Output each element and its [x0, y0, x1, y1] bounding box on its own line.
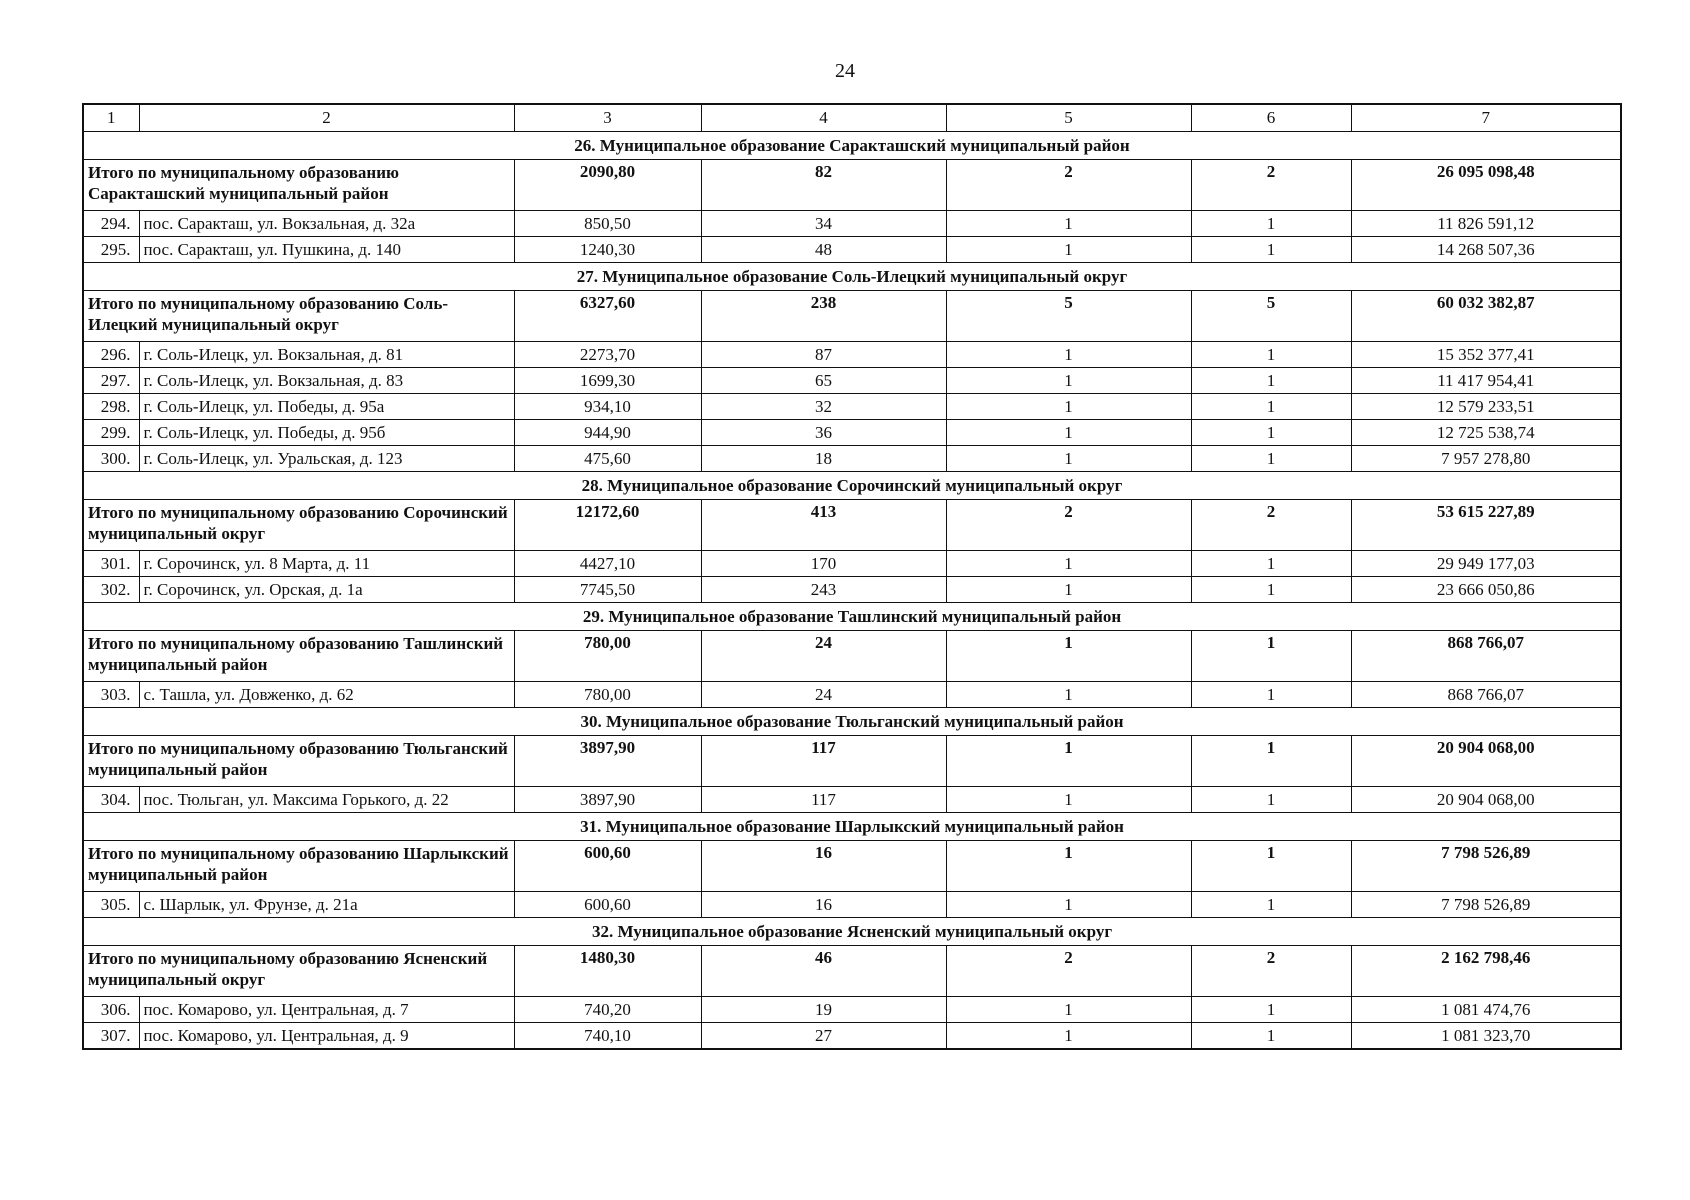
total-people: 413	[701, 500, 946, 551]
row-number: 295.	[83, 237, 139, 263]
total-area: 600,60	[514, 841, 701, 892]
row-col6: 1	[1191, 787, 1351, 813]
row-people: 117	[701, 787, 946, 813]
registry-table	[82, 103, 1622, 1050]
row-people: 27	[701, 1023, 946, 1050]
total-people: 24	[701, 631, 946, 682]
row-people: 32	[701, 394, 946, 420]
total-area: 6327,60	[514, 291, 701, 342]
row-address: г. Соль-Илецк, ул. Победы, д. 95б	[139, 420, 514, 446]
row-col5: 1	[946, 420, 1191, 446]
row-address: г. Соль-Илецк, ул. Победы, д. 95а	[139, 394, 514, 420]
row-people: 87	[701, 342, 946, 368]
page-number: 24	[835, 60, 855, 82]
row-area: 780,00	[514, 682, 701, 708]
row-people: 170	[701, 551, 946, 577]
row-cost: 12 579 233,51	[1351, 394, 1621, 420]
row-col6: 1	[1191, 342, 1351, 368]
row-people: 243	[701, 577, 946, 603]
total-cost: 2 162 798,46	[1351, 946, 1621, 997]
row-col6: 1	[1191, 892, 1351, 918]
total-col6: 2	[1191, 160, 1351, 211]
section-total-row	[83, 500, 1621, 551]
table-row	[83, 368, 1621, 394]
row-number: 296.	[83, 342, 139, 368]
total-people: 82	[701, 160, 946, 211]
row-address: г. Соль-Илецк, ул. Уральская, д. 123	[139, 446, 514, 472]
row-address: пос. Комарово, ул. Центральная, д. 9	[139, 1023, 514, 1050]
row-cost: 7 798 526,89	[1351, 892, 1621, 918]
table-row	[83, 1023, 1621, 1050]
row-area: 600,60	[514, 892, 701, 918]
column-number: 4	[701, 104, 946, 132]
row-address: пос. Саракташ, ул. Пушкина, д. 140	[139, 237, 514, 263]
section-total-row	[83, 946, 1621, 997]
row-col6: 1	[1191, 368, 1351, 394]
row-col5: 1	[946, 682, 1191, 708]
table-row	[83, 551, 1621, 577]
row-cost: 1 081 323,70	[1351, 1023, 1621, 1050]
row-number: 306.	[83, 997, 139, 1023]
table-row	[83, 394, 1621, 420]
table-row	[83, 342, 1621, 368]
row-people: 16	[701, 892, 946, 918]
section-title: 26. Муниципальное образование Саракташский муниципальный район	[83, 132, 1621, 160]
row-cost: 11 826 591,12	[1351, 211, 1621, 237]
total-col5: 1	[946, 841, 1191, 892]
total-cost: 53 615 227,89	[1351, 500, 1621, 551]
row-cost: 23 666 050,86	[1351, 577, 1621, 603]
column-number: 6	[1191, 104, 1351, 132]
column-number: 5	[946, 104, 1191, 132]
total-name: Итого по муниципальному образованию Соль-Илецкий муниципальный округ	[83, 291, 514, 342]
row-cost: 14 268 507,36	[1351, 237, 1621, 263]
registry-table-body	[83, 104, 1621, 1049]
section-title: 32. Муниципальное образование Ясненский муниципальный округ	[83, 918, 1621, 946]
row-address: пос. Саракташ, ул. Вокзальная, д. 32а	[139, 211, 514, 237]
total-col6: 1	[1191, 736, 1351, 787]
row-col5: 1	[946, 394, 1191, 420]
table-row	[83, 237, 1621, 263]
total-name: Итого по муниципальному образованию Шарлыкский муниципальный район	[83, 841, 514, 892]
row-area: 4427,10	[514, 551, 701, 577]
row-address: г. Сорочинск, ул. 8 Марта, д. 11	[139, 551, 514, 577]
row-col5: 1	[946, 787, 1191, 813]
row-number: 294.	[83, 211, 139, 237]
row-address: с. Шарлык, ул. Фрунзе, д. 21а	[139, 892, 514, 918]
row-area: 1699,30	[514, 368, 701, 394]
row-area: 740,20	[514, 997, 701, 1023]
row-col6: 1	[1191, 551, 1351, 577]
table-row	[83, 577, 1621, 603]
row-col6: 1	[1191, 446, 1351, 472]
total-col5: 2	[946, 946, 1191, 997]
column-number: 2	[139, 104, 514, 132]
row-address: с. Ташла, ул. Довженко, д. 62	[139, 682, 514, 708]
section-title: 28. Муниципальное образование Сорочинский муниципальный округ	[83, 472, 1621, 500]
total-name: Итого по муниципальному образованию Ясненский муниципальный округ	[83, 946, 514, 997]
row-number: 298.	[83, 394, 139, 420]
row-cost: 868 766,07	[1351, 682, 1621, 708]
row-cost: 29 949 177,03	[1351, 551, 1621, 577]
row-number: 303.	[83, 682, 139, 708]
row-cost: 1 081 474,76	[1351, 997, 1621, 1023]
total-col5: 2	[946, 160, 1191, 211]
row-number: 297.	[83, 368, 139, 394]
total-people: 46	[701, 946, 946, 997]
total-cost: 20 904 068,00	[1351, 736, 1621, 787]
section-total-row	[83, 160, 1621, 211]
row-col5: 1	[946, 551, 1191, 577]
section-title: 27. Муниципальное образование Соль-Илецкий муниципальный округ	[83, 263, 1621, 291]
section-header-row	[83, 263, 1621, 291]
total-col6: 2	[1191, 500, 1351, 551]
row-col5: 1	[946, 237, 1191, 263]
total-col6: 2	[1191, 946, 1351, 997]
table-row	[83, 892, 1621, 918]
section-header-row	[83, 472, 1621, 500]
section-total-row	[83, 736, 1621, 787]
total-cost: 7 798 526,89	[1351, 841, 1621, 892]
table-row	[83, 420, 1621, 446]
row-col5: 1	[946, 446, 1191, 472]
total-col5: 1	[946, 631, 1191, 682]
row-people: 18	[701, 446, 946, 472]
column-number-row	[83, 104, 1621, 132]
row-col5: 1	[946, 1023, 1191, 1050]
section-header-row	[83, 918, 1621, 946]
total-col6: 1	[1191, 631, 1351, 682]
row-col6: 1	[1191, 237, 1351, 263]
row-col6: 1	[1191, 1023, 1351, 1050]
row-number: 301.	[83, 551, 139, 577]
total-name: Итого по муниципальному образованию Тюльганский муниципальный район	[83, 736, 514, 787]
total-area: 12172,60	[514, 500, 701, 551]
table-row	[83, 787, 1621, 813]
total-col5: 2	[946, 500, 1191, 551]
column-number: 7	[1351, 104, 1621, 132]
table-row	[83, 997, 1621, 1023]
total-people: 117	[701, 736, 946, 787]
row-col6: 1	[1191, 211, 1351, 237]
row-area: 740,10	[514, 1023, 701, 1050]
row-people: 19	[701, 997, 946, 1023]
total-area: 780,00	[514, 631, 701, 682]
total-area: 2090,80	[514, 160, 701, 211]
section-header-row	[83, 708, 1621, 736]
total-cost: 26 095 098,48	[1351, 160, 1621, 211]
row-address: г. Сорочинск, ул. Орская, д. 1а	[139, 577, 514, 603]
row-area: 934,10	[514, 394, 701, 420]
row-number: 307.	[83, 1023, 139, 1050]
table-row	[83, 682, 1621, 708]
section-total-row	[83, 291, 1621, 342]
total-col6: 1	[1191, 841, 1351, 892]
total-cost: 60 032 382,87	[1351, 291, 1621, 342]
row-people: 36	[701, 420, 946, 446]
table-row	[83, 211, 1621, 237]
total-name: Итого по муниципальному образованию Ташлинский муниципальный район	[83, 631, 514, 682]
total-name: Итого по муниципальному образованию Саракташский муниципальный район	[83, 160, 514, 211]
row-col6: 1	[1191, 577, 1351, 603]
row-col6: 1	[1191, 420, 1351, 446]
row-area: 850,50	[514, 211, 701, 237]
row-cost: 11 417 954,41	[1351, 368, 1621, 394]
total-col5: 5	[946, 291, 1191, 342]
section-header-row	[83, 603, 1621, 631]
row-area: 7745,50	[514, 577, 701, 603]
row-col5: 1	[946, 892, 1191, 918]
row-address: г. Соль-Илецк, ул. Вокзальная, д. 81	[139, 342, 514, 368]
section-title: 30. Муниципальное образование Тюльганский муниципальный район	[83, 708, 1621, 736]
row-people: 48	[701, 237, 946, 263]
section-title: 31. Муниципальное образование Шарлыкский муниципальный район	[83, 813, 1621, 841]
column-number: 3	[514, 104, 701, 132]
row-col5: 1	[946, 342, 1191, 368]
row-col6: 1	[1191, 394, 1351, 420]
total-name: Итого по муниципальному образованию Сорочинский муниципальный округ	[83, 500, 514, 551]
row-address: пос. Комарово, ул. Центральная, д. 7	[139, 997, 514, 1023]
total-people: 16	[701, 841, 946, 892]
section-total-row	[83, 841, 1621, 892]
row-cost: 12 725 538,74	[1351, 420, 1621, 446]
total-cost: 868 766,07	[1351, 631, 1621, 682]
row-people: 65	[701, 368, 946, 394]
row-address: г. Соль-Илецк, ул. Вокзальная, д. 83	[139, 368, 514, 394]
row-number: 304.	[83, 787, 139, 813]
row-area: 1240,30	[514, 237, 701, 263]
row-area: 944,90	[514, 420, 701, 446]
row-people: 24	[701, 682, 946, 708]
row-col6: 1	[1191, 682, 1351, 708]
row-cost: 7 957 278,80	[1351, 446, 1621, 472]
row-cost: 15 352 377,41	[1351, 342, 1621, 368]
row-col5: 1	[946, 211, 1191, 237]
row-area: 2273,70	[514, 342, 701, 368]
total-col5: 1	[946, 736, 1191, 787]
row-area: 475,60	[514, 446, 701, 472]
row-col5: 1	[946, 577, 1191, 603]
row-address: пос. Тюльган, ул. Максима Горького, д. 22	[139, 787, 514, 813]
row-area: 3897,90	[514, 787, 701, 813]
row-col6: 1	[1191, 997, 1351, 1023]
column-number: 1	[83, 104, 139, 132]
section-header-row	[83, 813, 1621, 841]
total-col6: 5	[1191, 291, 1351, 342]
row-number: 300.	[83, 446, 139, 472]
total-area: 1480,30	[514, 946, 701, 997]
row-col5: 1	[946, 368, 1191, 394]
row-people: 34	[701, 211, 946, 237]
section-total-row	[83, 631, 1621, 682]
total-people: 238	[701, 291, 946, 342]
row-cost: 20 904 068,00	[1351, 787, 1621, 813]
section-title: 29. Муниципальное образование Ташлинский муниципальный район	[83, 603, 1621, 631]
row-col5: 1	[946, 997, 1191, 1023]
total-area: 3897,90	[514, 736, 701, 787]
row-number: 302.	[83, 577, 139, 603]
section-header-row	[83, 132, 1621, 160]
row-number: 305.	[83, 892, 139, 918]
table-row	[83, 446, 1621, 472]
row-number: 299.	[83, 420, 139, 446]
